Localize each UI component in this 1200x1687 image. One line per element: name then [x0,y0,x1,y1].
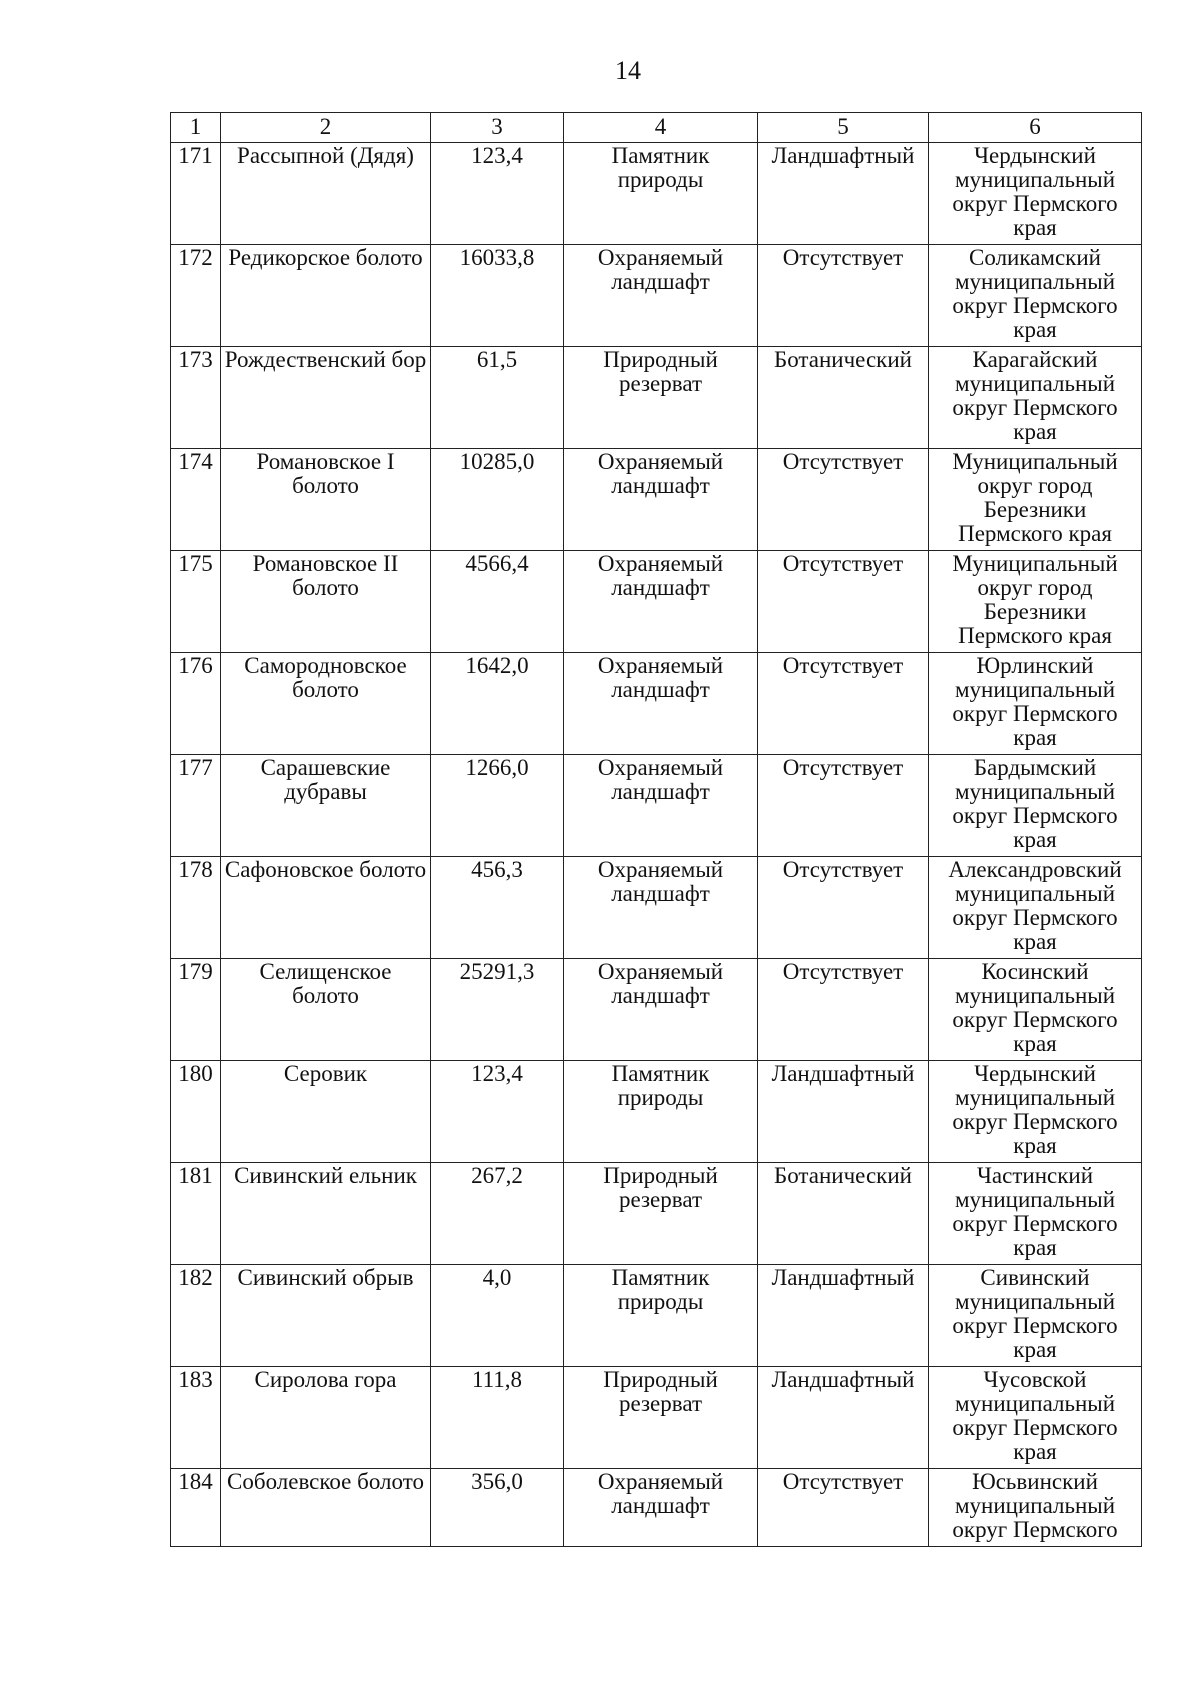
area-cell: 16033,8 [431,245,564,347]
column-header: 2 [221,113,431,143]
profile-cell: Ландшафтный [758,143,929,245]
row-number-cell: 180 [171,1061,221,1163]
location-cell: Бардымский муниципальный округ Пермского края [929,755,1142,857]
table-row [171,653,1142,755]
area-cell: 267,2 [431,1163,564,1265]
table-body [171,143,1142,1547]
area-cell: 25291,3 [431,959,564,1061]
name-cell: Сафоновское болото [221,857,431,959]
category-cell: Охраняемый ландшафт [564,449,758,551]
name-cell: Сивинский обрыв [221,1265,431,1367]
area-cell: 61,5 [431,347,564,449]
category-cell: Охраняемый ландшафт [564,1469,758,1547]
area-cell: 4,0 [431,1265,564,1367]
location-cell: Соликамский муниципальный округ Пермского края [929,245,1142,347]
name-cell: Романовское II болото [221,551,431,653]
row-number-cell: 171 [171,143,221,245]
profile-cell: Ландшафтный [758,1061,929,1163]
column-header: 3 [431,113,564,143]
table-row [171,1163,1142,1265]
row-number-cell: 181 [171,1163,221,1265]
category-cell: Охраняемый ландшафт [564,755,758,857]
location-cell: Чусовской муниципальный округ Пермского края [929,1367,1142,1469]
profile-cell: Отсутствует [758,857,929,959]
table-header-row [171,113,1142,143]
row-number-cell: 178 [171,857,221,959]
row-number-cell: 182 [171,1265,221,1367]
table-row [171,1265,1142,1367]
category-cell: Охраняемый ландшафт [564,653,758,755]
area-cell: 10285,0 [431,449,564,551]
profile-cell: Отсутствует [758,1469,929,1547]
category-cell: Охраняемый ландшафт [564,551,758,653]
table-row [171,1469,1142,1547]
category-cell: Природный резерват [564,347,758,449]
table-row [171,1367,1142,1469]
name-cell: Сиролова гора [221,1367,431,1469]
area-cell: 111,8 [431,1367,564,1469]
column-header: 1 [171,113,221,143]
location-cell: Чердынский муниципальный округ Пермского края [929,143,1142,245]
area-cell: 356,0 [431,1469,564,1547]
name-cell: Самородновское болото [221,653,431,755]
name-cell: Сарашевские дубравы [221,755,431,857]
profile-cell: Ландшафтный [758,1367,929,1469]
profile-cell: Ботанический [758,347,929,449]
table-row [171,245,1142,347]
category-cell: Природный резерват [564,1367,758,1469]
row-number-cell: 183 [171,1367,221,1469]
category-cell: Природный резерват [564,1163,758,1265]
category-cell: Памятник природы [564,1061,758,1163]
area-cell: 456,3 [431,857,564,959]
row-number-cell: 184 [171,1469,221,1547]
profile-cell: Отсутствует [758,245,929,347]
page-number: 14 [615,56,641,85]
table-row [171,143,1142,245]
location-cell: Косинский муниципальный округ Пермского края [929,959,1142,1061]
column-header: 6 [929,113,1142,143]
profile-cell: Ландшафтный [758,1265,929,1367]
name-cell: Сивинский ельник [221,1163,431,1265]
name-cell: Романовское I болото [221,449,431,551]
table-row [171,449,1142,551]
category-cell: Памятник природы [564,143,758,245]
category-cell: Охраняемый ландшафт [564,857,758,959]
area-cell: 123,4 [431,1061,564,1163]
profile-cell: Отсутствует [758,551,929,653]
location-cell: Чердынский муниципальный округ Пермского края [929,1061,1142,1163]
table-row [171,959,1142,1061]
profile-cell: Отсутствует [758,755,929,857]
location-cell: Карагайский муниципальный округ Пермского края [929,347,1142,449]
row-number-cell: 175 [171,551,221,653]
location-cell: Юрлинский муниципальный округ Пермского края [929,653,1142,755]
row-number-cell: 174 [171,449,221,551]
protected-areas-table [170,112,1142,1547]
area-cell: 1266,0 [431,755,564,857]
name-cell: Серовик [221,1061,431,1163]
location-cell: Муниципальный округ город Березники Пермского края [929,449,1142,551]
row-number-cell: 176 [171,653,221,755]
profile-cell: Отсутствует [758,449,929,551]
table-row [171,755,1142,857]
profile-cell: Отсутствует [758,959,929,1061]
table-row [171,347,1142,449]
name-cell: Рождественский бор [221,347,431,449]
name-cell: Редикорское болото [221,245,431,347]
row-number-cell: 179 [171,959,221,1061]
category-cell: Охраняемый ландшафт [564,959,758,1061]
location-cell: Муниципальный округ город Березники Пермского края [929,551,1142,653]
table-row [171,857,1142,959]
row-number-cell: 177 [171,755,221,857]
location-cell: Александровский муниципальный округ Пермского края [929,857,1142,959]
name-cell: Селищенское болото [221,959,431,1061]
row-number-cell: 172 [171,245,221,347]
location-cell: Сивинский муниципальный округ Пермского края [929,1265,1142,1367]
area-cell: 1642,0 [431,653,564,755]
table-row [171,551,1142,653]
area-cell: 4566,4 [431,551,564,653]
name-cell: Соболевское болото [221,1469,431,1547]
area-cell: 123,4 [431,143,564,245]
profile-cell: Отсутствует [758,653,929,755]
profile-cell: Ботанический [758,1163,929,1265]
column-header: 5 [758,113,929,143]
table-row [171,1061,1142,1163]
row-number-cell: 173 [171,347,221,449]
column-header: 4 [564,113,758,143]
name-cell: Рассыпной (Дядя) [221,143,431,245]
location-cell: Юсьвинский муниципальный округ Пермского [929,1469,1142,1547]
category-cell: Памятник природы [564,1265,758,1367]
location-cell: Частинский муниципальный округ Пермского края [929,1163,1142,1265]
category-cell: Охраняемый ландшафт [564,245,758,347]
